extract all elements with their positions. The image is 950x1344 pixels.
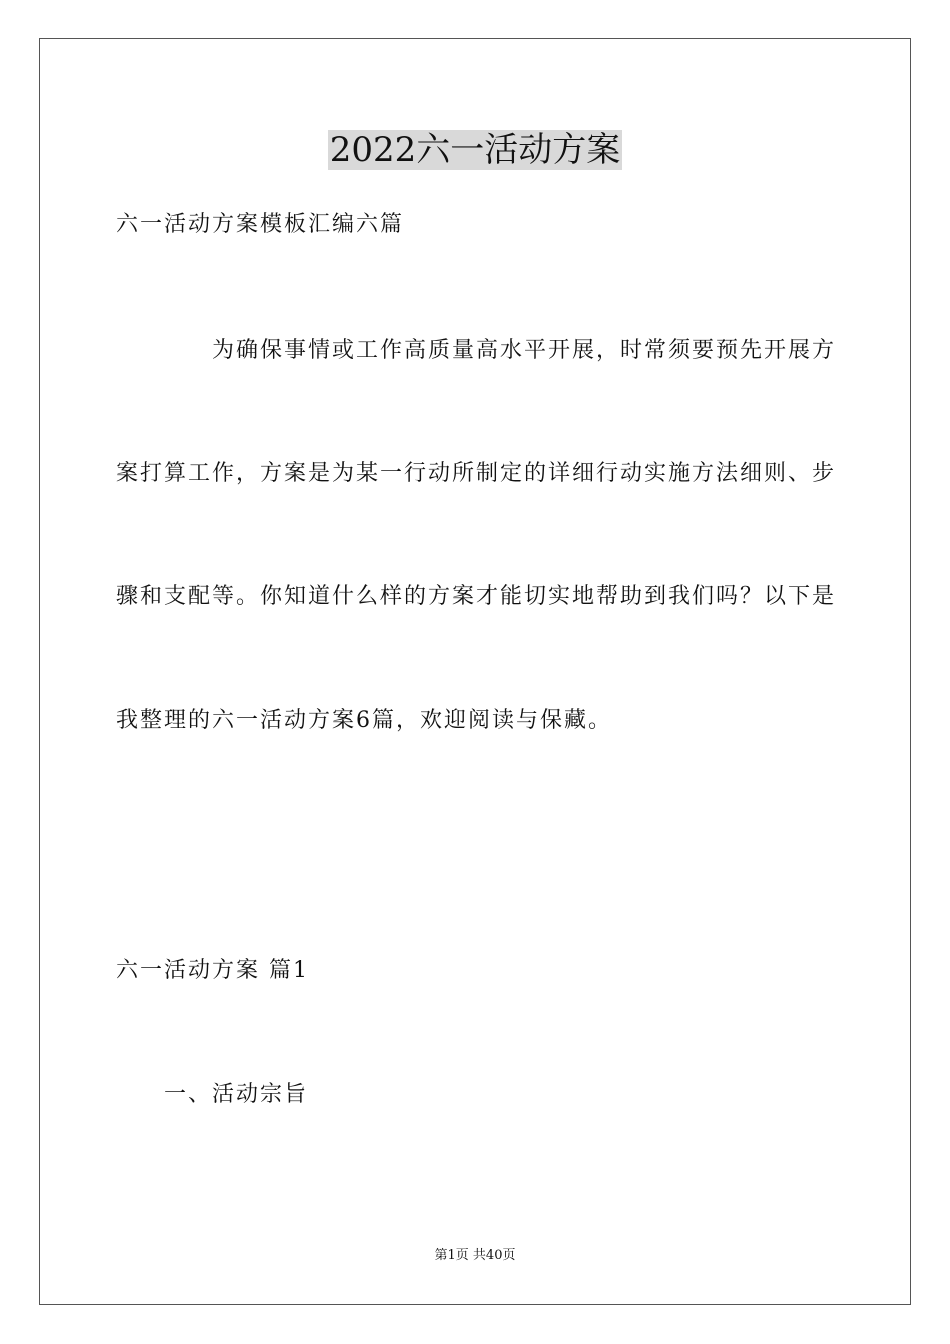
section-heading: 六一活动方案 篇1: [116, 958, 309, 983]
intro-paragraph-line-1: 为确保事情或工作高质量高水平开展，时常须要预先开展方: [212, 338, 837, 363]
document-title: [0, 126, 950, 174]
document-subtitle: 六一活动方案模板汇编六篇: [116, 212, 405, 237]
document-title-text: 2022六一活动方案: [329, 130, 621, 170]
subsection-heading: 一、活动宗旨: [164, 1082, 309, 1107]
page-number-footer: 第1页 共40页: [434, 1248, 516, 1263]
intro-paragraph-line-2: 案打算工作，方案是为某一行动所制定的详细行动实施方法细则、步: [116, 461, 837, 486]
intro-paragraph-line-3: 骤和支配等。你知道什么样的方案才能切实地帮助到我们吗？以下是: [116, 584, 837, 609]
intro-paragraph-line-4: 我整理的六一活动方案6篇，欢迎阅读与保藏。: [116, 708, 612, 733]
